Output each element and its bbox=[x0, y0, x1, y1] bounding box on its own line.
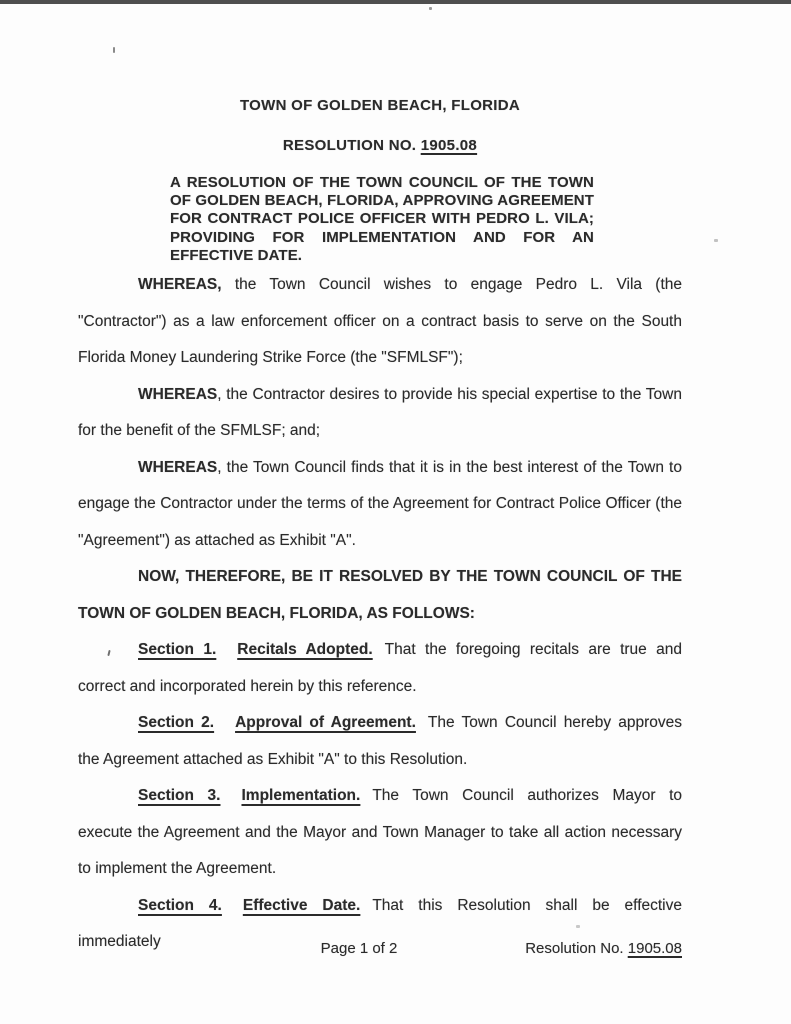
scan-speck bbox=[429, 7, 432, 10]
footer-resolution-number bbox=[78, 940, 682, 957]
footer-resolution-value: 1905.08 bbox=[627, 940, 682, 957]
whereas-text: the Town Council wishes to engage Pedro L. Vila (the "Contractor") as a law enforcement officer on a contract basis to serve on the South Florida Money Laundering Strike Force (the "SFMLSF"); bbox=[78, 276, 682, 366]
section-3 bbox=[78, 778, 682, 888]
section-text: The Town Council authorizes Mayor to execute the Agreement and the Mayor and Town Manager to take all action necessary to implement the Agreement. bbox=[78, 787, 682, 877]
section-text: That the foregoing recitals are true and correct and incorporated herein by this reference. bbox=[78, 641, 683, 695]
section-heading: Effective Date. bbox=[242, 896, 361, 914]
footer-resolution-label: Resolution No. bbox=[525, 940, 628, 957]
resolution-number-value: 1905.08 bbox=[420, 137, 478, 154]
resolution-number-line bbox=[78, 137, 682, 154]
whereas-text: , the Town Council finds that it is in the best interest of the Town to engage the Contractor under the terms of the Agreement for Contract Police Officer (the "Agreement") as attached as Exhibit "A". bbox=[78, 458, 682, 549]
scan-speck bbox=[113, 47, 115, 53]
whereas-lead: WHEREAS, bbox=[138, 276, 222, 293]
whereas-text: , the Contractor desires to provide his special expertise to the Town for the benefit of the SFMLSF; and; bbox=[78, 385, 682, 439]
section-heading: Implementation. bbox=[241, 787, 361, 804]
section-label: Section 1. bbox=[138, 641, 217, 658]
resolution-caption: A RESOLUTION OF THE TOWN COUNCIL OF THE TOWN OF GOLDEN BEACH, FLORIDA, APPROVING AGREEMENT FOR CONTRACT POLICE OFFICER WITH PEDRO L. VILA; PROVIDING FOR IMPLEMENTATION AND FOR AN EFFECTIVE DATE. bbox=[170, 174, 594, 264]
page-indicator: Page 1 of 2 bbox=[320, 940, 398, 957]
whereas-lead: WHEREAS bbox=[138, 385, 218, 403]
resolution-number-label: RESOLUTION NO. bbox=[282, 137, 421, 154]
section-1 bbox=[78, 632, 682, 705]
whereas-clause-2 bbox=[78, 377, 682, 450]
resolved-clause: NOW, THEREFORE, BE IT RESOLVED BY THE TOWN COUNCIL OF THE TOWN OF GOLDEN BEACH, FLORIDA, AS FOLLOWS: bbox=[78, 568, 682, 622]
whereas-clause-1 bbox=[78, 267, 682, 377]
section-heading: Approval of Agreement. bbox=[235, 714, 416, 731]
section-heading: Recitals Adopted. bbox=[237, 641, 373, 658]
document-title: TOWN OF GOLDEN BEACH, FLORIDA bbox=[239, 97, 521, 114]
whereas-clause-3 bbox=[78, 450, 682, 560]
section-text: That this Resolution shall be effective immediately bbox=[78, 896, 682, 950]
scan-edge-artifact bbox=[0, 0, 791, 4]
document-body bbox=[78, 267, 682, 961]
section-label: Section 4. bbox=[138, 896, 222, 914]
section-text: The Town Council hereby approves the Agreement attached as Exhibit "A" to this Resolution. bbox=[78, 714, 683, 768]
section-2 bbox=[78, 705, 682, 778]
section-label: Section 2. bbox=[138, 714, 215, 731]
section-label: Section 3. bbox=[138, 787, 221, 804]
whereas-lead: WHEREAS bbox=[138, 458, 218, 476]
scan-speck bbox=[714, 239, 718, 242]
